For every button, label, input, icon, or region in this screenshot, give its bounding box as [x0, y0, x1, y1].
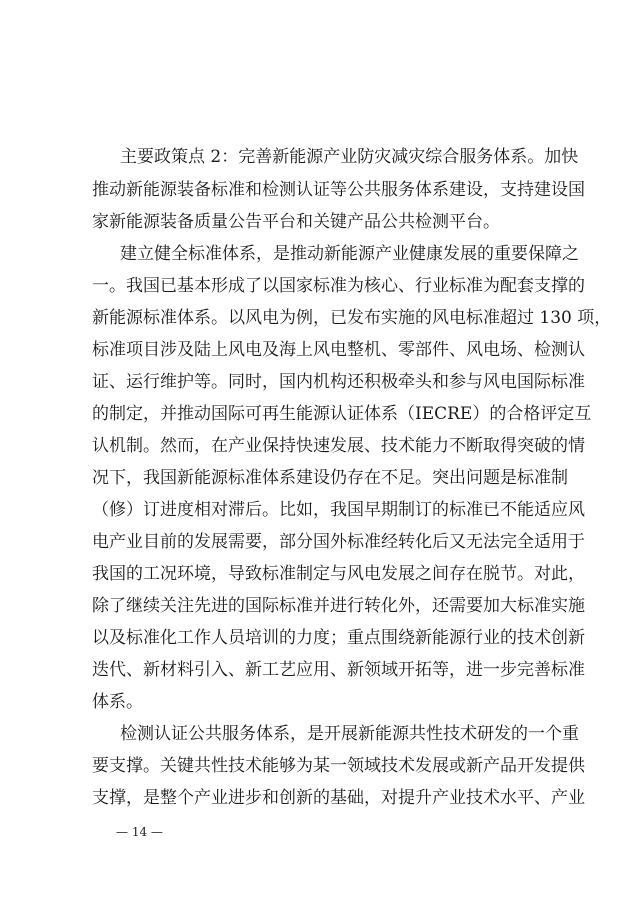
paragraph-2-line-14: 迭代、新材料引入、新工艺应用、新领域开拓等，进一步完善标准 — [92, 660, 585, 680]
paragraph-2-line-15: 体系。 — [92, 692, 143, 712]
paragraph-1-line-3: 家新能源装备质量公告平台和关键产品公共检测平台。 — [92, 212, 500, 232]
paragraph-2-line-11: 我国的工况环境，导致标准制定与风电发展之间存在脱节。对此， — [92, 564, 585, 584]
paragraph-2-line-8: 况下，我国新能源标准体系建设仍存在不足。突出问题是标准制 — [92, 468, 568, 488]
page-number: — 14 — — [116, 825, 163, 839]
paragraph-2-line-4: 标准项目涉及陆上风电及海上风电整机、零部件、风电场、检测认 — [92, 340, 585, 360]
paragraph-1-line-1: 主要政策点 2：完善新能源产业防灾减灾综合服务体系。加快 — [120, 147, 579, 167]
paragraph-2-line-7: 认机制。然而，在产业保持快速发展、技术能力不断取得突破的情 — [92, 436, 585, 456]
paragraph-2-line-5: 证、运行维护等。同时，国内机构还积极牵头和参与风电国际标准 — [92, 372, 585, 392]
paragraph-2-line-9: （修）订进度相对滞后。比如，我国早期制订的标准已不能适应风 — [92, 500, 585, 520]
paragraph-2-line-12: 除了继续关注先进的国际标准并进行转化外，还需要加大标准实施 — [92, 596, 585, 616]
paragraph-2-line-3: 新能源标准体系。以风电为例，已发布实施的风电标准超过 130 项， — [92, 308, 612, 328]
paragraph-2-line-10: 电产业目前的发展需要，部分国外标准经转化后又无法完全适用于 — [92, 532, 585, 552]
paragraph-2-line-6: 的制定，并推动国际可再生能源认证体系（IECRE）的合格评定互 — [92, 404, 592, 424]
paragraph-1-line-2: 推动新能源装备标准和检测认证等公共服务体系建设，支持建设国 — [92, 180, 585, 200]
paragraph-3-line-1: 检测认证公共服务体系，是开展新能源共性技术研发的一个重 — [120, 724, 579, 744]
paragraph-2-line-13: 以及标准化工作人员培训的力度；重点围绕新能源行业的技术创新 — [92, 628, 585, 648]
paragraph-3-line-2: 要支撑。关键共性技术能够为某一领域技术发展或新产品开发提供 — [92, 756, 585, 776]
paragraph-3-line-3: 支撑，是整个产业进步和创新的基础，对提升产业技术水平、产业 — [92, 788, 585, 808]
paragraph-2-line-2: 一。我国已基本形成了以国家标准为核心、行业标准为配套支撑的 — [92, 276, 585, 296]
paragraph-2-line-1: 建立健全标准体系，是推动新能源产业健康发展的重要保障之 — [120, 244, 579, 264]
